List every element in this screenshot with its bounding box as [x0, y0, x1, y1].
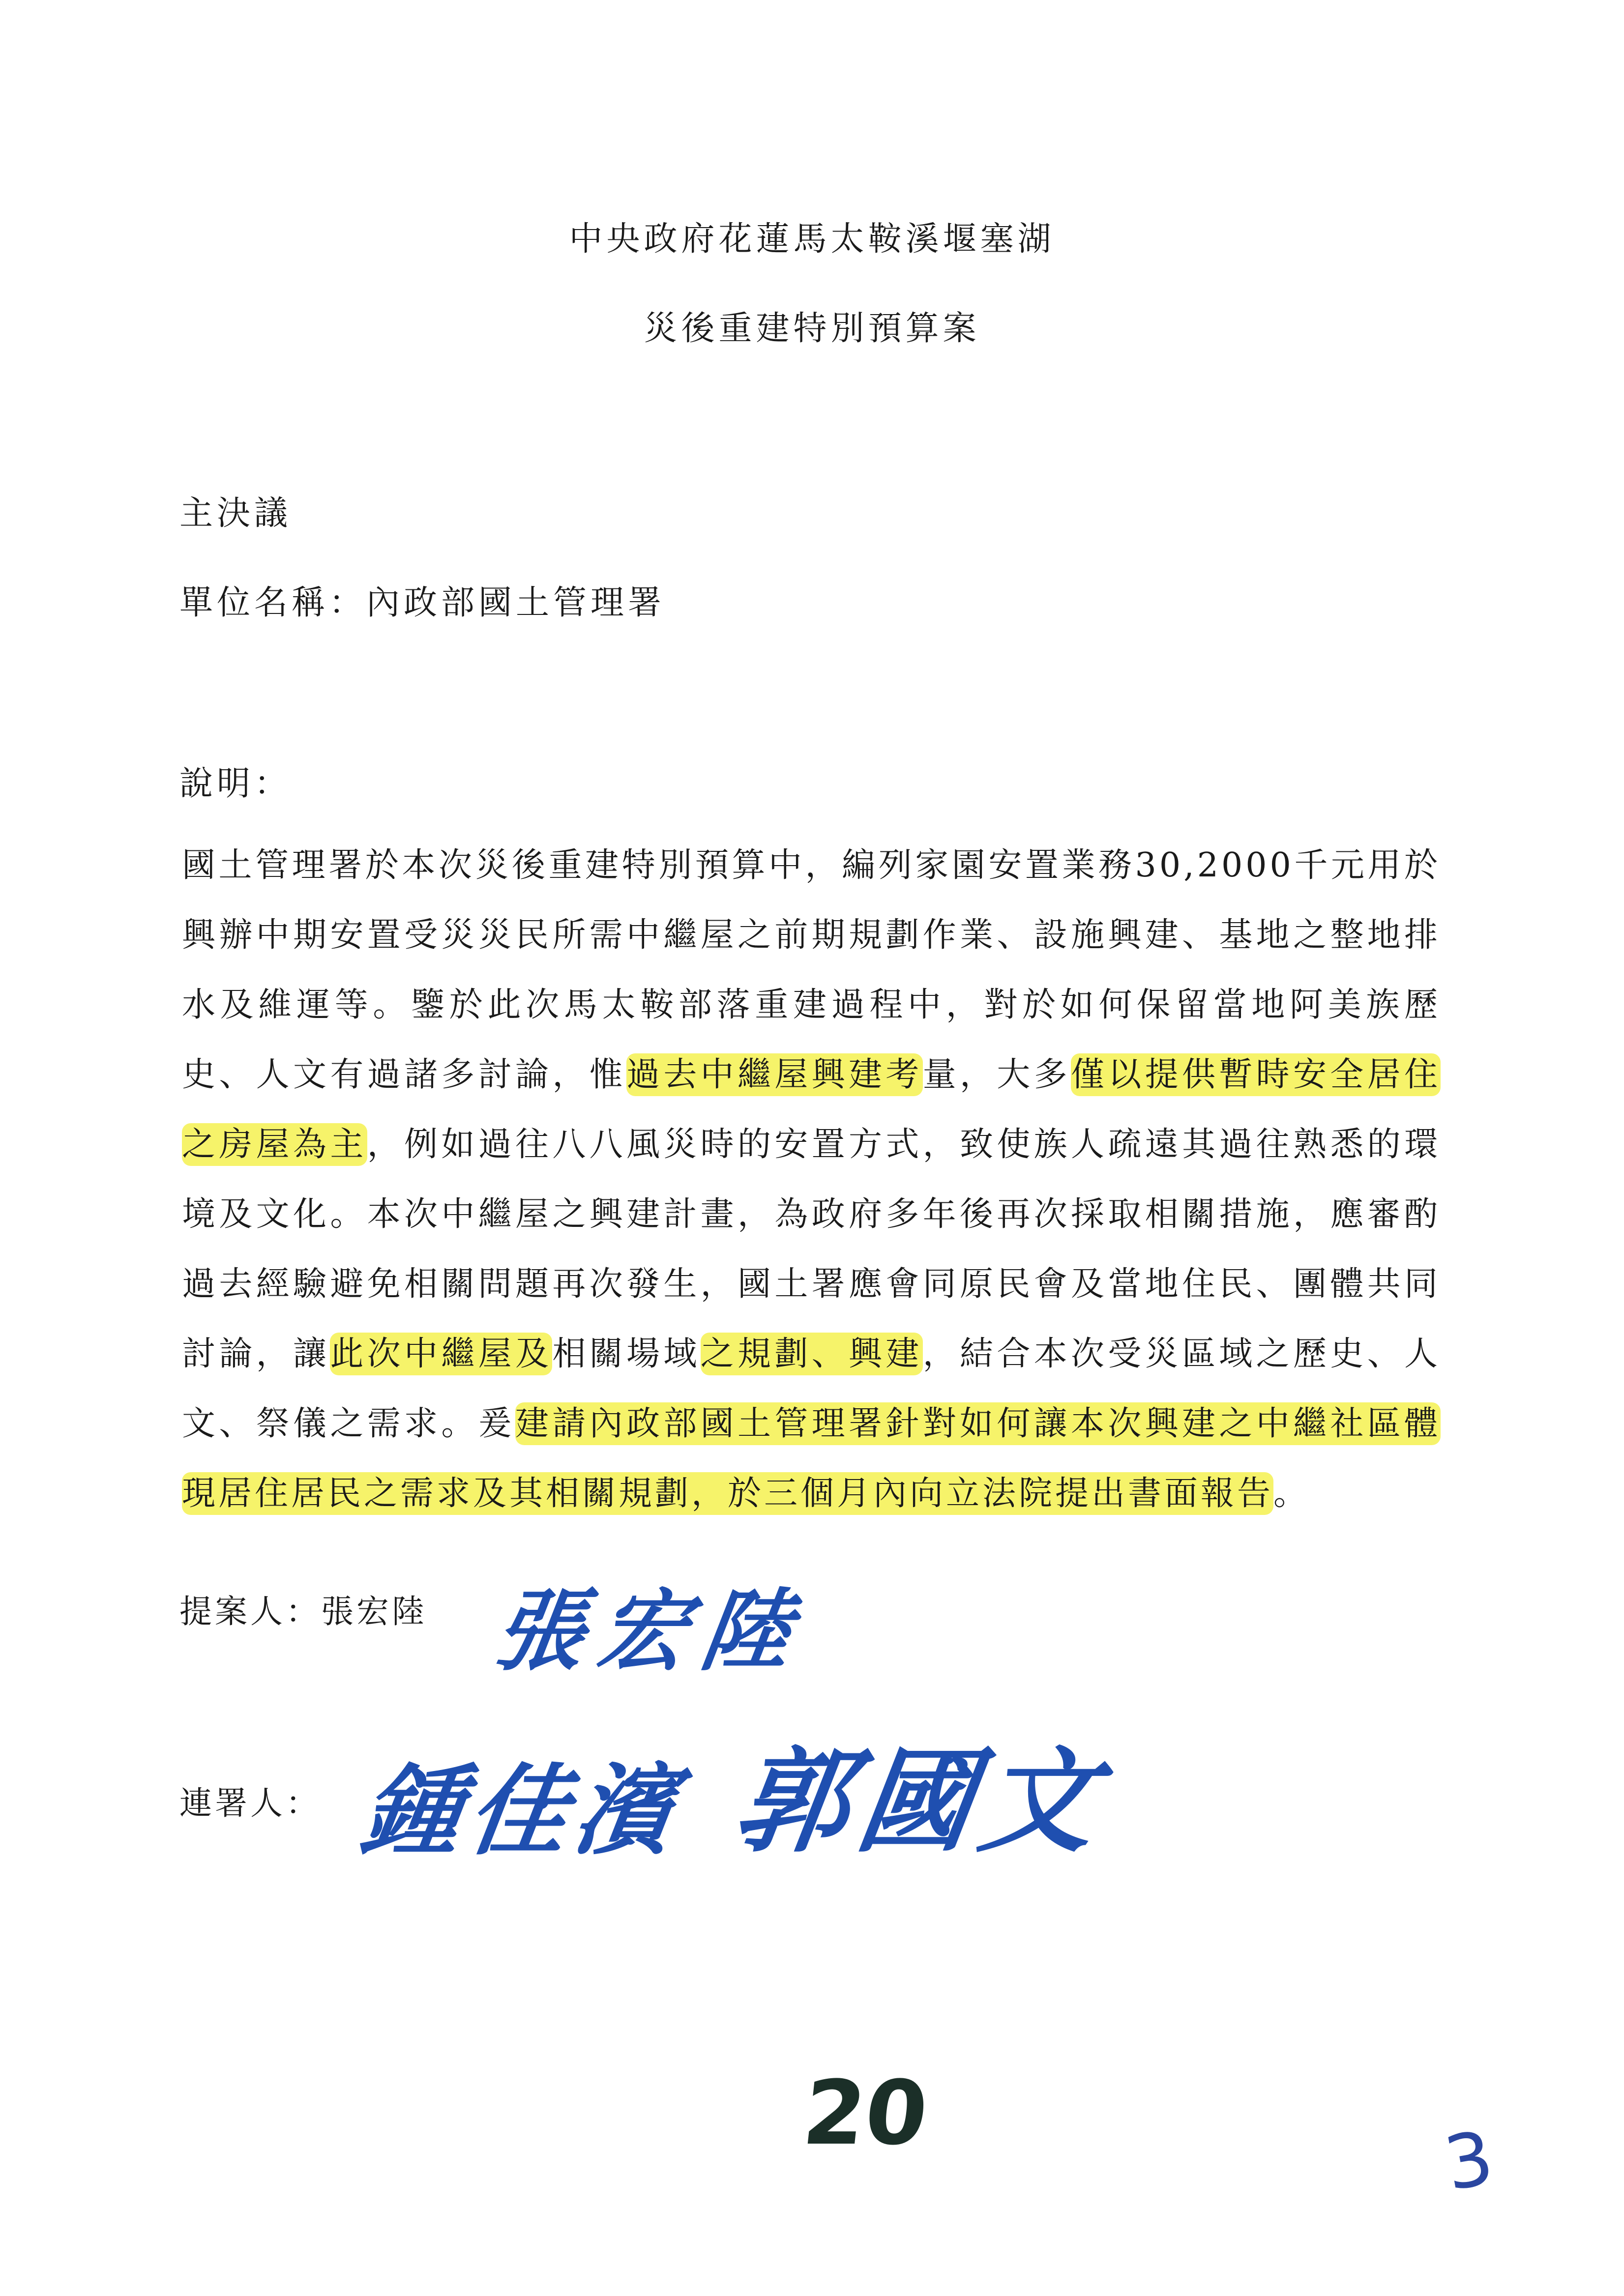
- document-title-line1: 中央政府花蓮馬太鞍溪堰塞湖: [569, 220, 1055, 259]
- highlighted-text: 僅以提供暫時安全居住之房屋為主: [182, 1053, 1441, 1166]
- cosigner-signature-1: 鍾佳濱: [354, 1753, 690, 1869]
- body-text-segment: 相關場域: [552, 1335, 701, 1373]
- proposer-signature: 張宏陸: [488, 1579, 813, 1683]
- highlighted-text: 之規劃、興建: [701, 1333, 923, 1375]
- unit-name-line: 單位名稱：內政部國土管理署: [179, 583, 666, 622]
- cosigner-label: 連署人：: [179, 1784, 321, 1822]
- highlighted-text: 過去中繼屋興建考: [626, 1053, 923, 1096]
- body-text-segment: 量，大多: [922, 1055, 1071, 1094]
- sheet-number: 3: [1438, 2115, 1500, 2208]
- explanation-heading: 說明：: [179, 764, 292, 803]
- cosigner-signature-2: 郭國文: [727, 1735, 1115, 1868]
- page-number: 20: [798, 2062, 933, 2165]
- body-text-segment: ，結合本次受災區域之歷史、人文、祭儀之需求。爰: [182, 1335, 1441, 1443]
- document-title-line2: 災後重建特別預算案: [644, 309, 980, 348]
- body-text-segment: ，例如過往八八風災時的安置方式，致使族人疏遠其過往熟悉的環境及文化。本次中繼屋之興建計畫，為政府多年後再次採取相關措施，應審酌過去經驗避免相關問題再次發生，國土署應會同原民會及當地住民、團體共同討論，讓: [182, 1125, 1441, 1373]
- body-text-segment: 。: [1273, 1474, 1310, 1513]
- highlighted-text: 建請內政部國土管理署針對如何讓本次興建之中繼社區體現居住居民之需求及其相關規劃，於三個月內向立法院提出書面報告: [182, 1402, 1441, 1515]
- explanation-body: [182, 831, 1441, 1529]
- body-text-segment: 國土管理署於本次災後重建特別預算中，編列家園安置業務30,2000千元用於興辦中期安置受災災民所需中繼屋之前期規劃作業、設施興建、基地之整地排水及維運等。鑒於此次馬太鞍部落重建過程中，對於如何保留當地阿美族歷史、人文有過諸多討論，惟: [182, 846, 1441, 1094]
- proposer-label: 提案人：張宏陸: [179, 1593, 427, 1630]
- main-resolution-heading: 主決議: [179, 494, 292, 533]
- highlighted-text: 此次中繼屋及: [330, 1333, 552, 1375]
